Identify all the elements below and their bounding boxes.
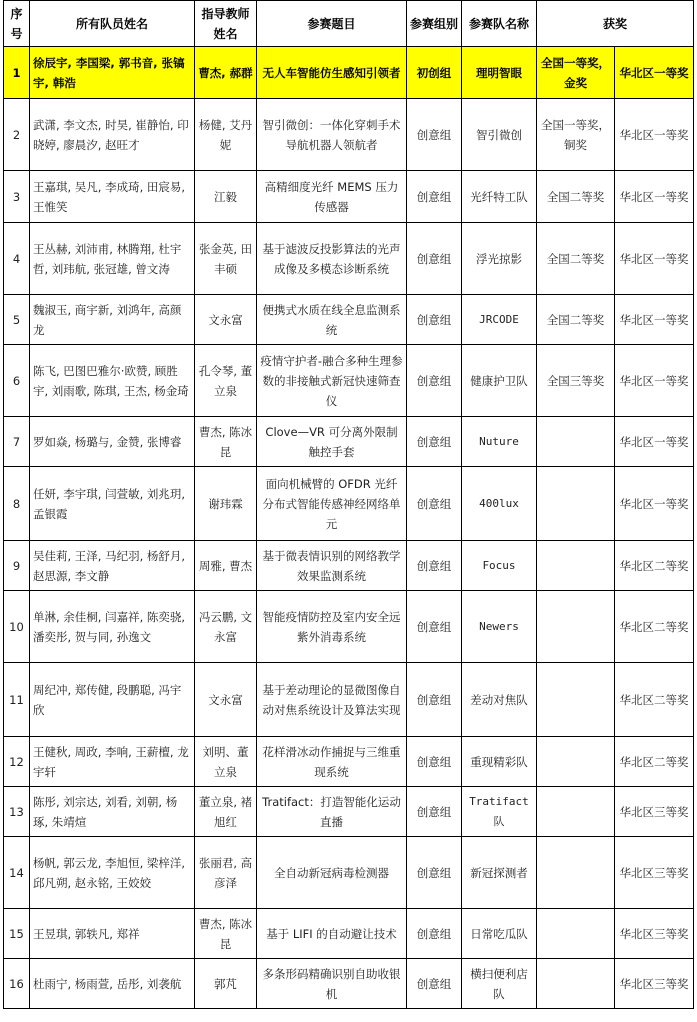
advisors-cell: 文永富 [195, 663, 257, 737]
row-number: 16 [4, 959, 30, 1009]
members-cell: 单淋, 余佳桐, 闫嘉祥, 陈奕骁, 潘奕彤, 贺与同, 孙逸文 [30, 591, 195, 663]
advisors-cell: 郭芃 [195, 959, 257, 1009]
row-number: 12 [4, 737, 30, 787]
group-cell: 创意组 [407, 663, 462, 737]
advisors-cell: 曹杰, 陈冰昆 [195, 417, 257, 467]
national-award-cell [537, 837, 615, 909]
advisors-cell: 张金英, 田丰硕 [195, 223, 257, 295]
header-advisors: 指导教师姓名 [195, 1, 257, 47]
national-award-cell [537, 467, 615, 541]
team-cell: 光纤特工队 [462, 171, 537, 223]
national-award-cell [537, 591, 615, 663]
advisors-cell: 周雅, 曹杰 [195, 541, 257, 591]
row-number: 9 [4, 541, 30, 591]
group-cell: 创意组 [407, 591, 462, 663]
table-row [4, 787, 694, 837]
members-cell: 王健秋, 周政, 李响, 王薪檀, 龙宇轩 [30, 737, 195, 787]
north-award-cell: 华北区一等奖 [615, 295, 694, 345]
members-cell: 王昱琪, 郭轶凡, 郑祥 [30, 909, 195, 959]
national-award-cell [537, 959, 615, 1009]
header-no: 序号 [4, 1, 30, 47]
north-award-cell: 华北区一等奖 [615, 99, 694, 171]
advisors-cell: 张丽君, 高彦泽 [195, 837, 257, 909]
header-team: 参赛队名称 [462, 1, 537, 47]
topic-cell: 无人车智能仿生感知引领者 [257, 47, 407, 99]
members-cell: 王丛赫, 刘沛甫, 林腾翔, 杜宇哲, 刘玮航, 张冠雄, 曾文涛 [30, 223, 195, 295]
table-row [4, 345, 694, 417]
national-award-cell [537, 417, 615, 467]
team-cell: 400lux [462, 467, 537, 541]
team-cell: 日常吃瓜队 [462, 909, 537, 959]
advisors-cell: 孔令琴, 董立泉 [195, 345, 257, 417]
group-cell: 创意组 [407, 541, 462, 591]
group-cell: 创意组 [407, 837, 462, 909]
national-award-cell: 全国二等奖 [537, 171, 615, 223]
group-cell: 创意组 [407, 223, 462, 295]
row-number: 14 [4, 837, 30, 909]
north-award-cell: 华北区一等奖 [615, 223, 694, 295]
row-number: 8 [4, 467, 30, 541]
table-row [4, 663, 694, 737]
north-award-cell: 华北区二等奖 [615, 737, 694, 787]
row-number: 2 [4, 99, 30, 171]
topic-cell: Clove—VR 可分离外限制触控手套 [257, 417, 407, 467]
national-award-cell: 全国一等奖，铜奖 [537, 99, 615, 171]
members-cell: 杜雨宁, 杨雨萱, 岳彤, 刘袭航 [30, 959, 195, 1009]
group-cell: 创意组 [407, 909, 462, 959]
members-cell: 魏淑玉, 商宇新, 刘鸿年, 高颜龙 [30, 295, 195, 345]
row-number: 7 [4, 417, 30, 467]
table-row [4, 467, 694, 541]
team-cell: 智引微创 [462, 99, 537, 171]
topic-cell: 全自动新冠病毒检测器 [257, 837, 407, 909]
group-cell: 创意组 [407, 295, 462, 345]
north-award-cell: 华北区一等奖 [615, 467, 694, 541]
row-number: 15 [4, 909, 30, 959]
advisors-cell: 江毅 [195, 171, 257, 223]
topic-cell: Tratifact：打造智能化运动直播 [257, 787, 407, 837]
members-cell: 徐辰宇, 李国梁, 郭书音, 张镐宇, 韩浩 [30, 47, 195, 99]
team-cell: 重现精彩队 [462, 737, 537, 787]
north-award-cell: 华北区三等奖 [615, 909, 694, 959]
group-cell: 创意组 [407, 787, 462, 837]
advisors-cell: 文永富 [195, 295, 257, 345]
group-cell: 创意组 [407, 171, 462, 223]
table-row [4, 47, 694, 99]
row-number: 11 [4, 663, 30, 737]
members-cell: 陈飞, 巴图巴雅尔·欧赞, 顾胜宇, 刘雨歌, 陈琪, 王杰, 杨金琦 [30, 345, 195, 417]
group-cell: 初创组 [407, 47, 462, 99]
row-number: 1 [4, 47, 30, 99]
table-row [4, 99, 694, 171]
awards-table [3, 0, 694, 1009]
north-award-cell: 华北区一等奖 [615, 171, 694, 223]
row-number: 4 [4, 223, 30, 295]
group-cell: 创意组 [407, 467, 462, 541]
row-number: 3 [4, 171, 30, 223]
row-number: 13 [4, 787, 30, 837]
team-cell: Newers [462, 591, 537, 663]
north-award-cell: 华北区一等奖 [615, 417, 694, 467]
north-award-cell: 华北区一等奖 [615, 47, 694, 99]
members-cell: 王嘉琪, 吴凡, 李成琦, 田宸易, 王惟笑 [30, 171, 195, 223]
members-cell: 陈彤, 刘宗达, 刘看, 刘朝, 杨琢, 朱靖煊 [30, 787, 195, 837]
advisors-cell: 刘明、董立泉 [195, 737, 257, 787]
table-row [4, 837, 694, 909]
table-row [4, 171, 694, 223]
topic-cell: 基于差动理论的显微图像自动对焦系统设计及算法实现 [257, 663, 407, 737]
north-award-cell: 华北区二等奖 [615, 663, 694, 737]
advisors-cell: 杨健, 艾丹妮 [195, 99, 257, 171]
national-award-cell [537, 541, 615, 591]
table-row [4, 541, 694, 591]
topic-cell: 智能疫情防控及室内安全远紫外消毒系统 [257, 591, 407, 663]
advisors-cell: 董立泉, 褚旭红 [195, 787, 257, 837]
topic-cell: 便携式水质在线全息监测系统 [257, 295, 407, 345]
members-cell: 杨帆, 郭云龙, 李旭恒, 梁梓洋, 邱凡朔, 赵永铭, 王姣姣 [30, 837, 195, 909]
team-cell: Nuture [462, 417, 537, 467]
table-row [4, 417, 694, 467]
table-row [4, 295, 694, 345]
table-row [4, 223, 694, 295]
header-group: 参赛组别 [407, 1, 462, 47]
national-award-cell [537, 909, 615, 959]
national-award-cell: 全国三等奖 [537, 345, 615, 417]
advisors-cell: 冯云鹏, 文永富 [195, 591, 257, 663]
row-number: 5 [4, 295, 30, 345]
topic-cell: 智引微创：一体化穿刺手术导航机器人领航者 [257, 99, 407, 171]
table-row [4, 959, 694, 1009]
team-cell: JRCODE [462, 295, 537, 345]
topic-cell: 花样滑冰动作捕捉与三维重现系统 [257, 737, 407, 787]
national-award-cell: 全国二等奖 [537, 223, 615, 295]
team-cell: 差动对焦队 [462, 663, 537, 737]
national-award-cell: 全国一等奖，金奖 [537, 47, 615, 99]
group-cell: 创意组 [407, 99, 462, 171]
national-award-cell [537, 787, 615, 837]
header-award: 获奖 [537, 1, 694, 47]
advisors-cell: 曹杰, 郝群 [195, 47, 257, 99]
row-number: 6 [4, 345, 30, 417]
group-cell: 创意组 [407, 345, 462, 417]
members-cell: 武潇, 李文杰, 时昊, 崔静怡, 印晓婷, 廖晨汐, 赵旺才 [30, 99, 195, 171]
group-cell: 创意组 [407, 417, 462, 467]
north-award-cell: 华北区三等奖 [615, 787, 694, 837]
advisors-cell: 曹杰, 陈冰昆 [195, 909, 257, 959]
north-award-cell: 华北区三等奖 [615, 837, 694, 909]
table-row [4, 737, 694, 787]
team-cell: 浮光掠影 [462, 223, 537, 295]
topic-cell: 基于微表情识别的网络教学效果监测系统 [257, 541, 407, 591]
north-award-cell: 华北区三等奖 [615, 959, 694, 1009]
members-cell: 吴佳莉, 王泽, 马纪羽, 杨舒月, 赵思源, 李文静 [30, 541, 195, 591]
advisors-cell: 谢玮霖 [195, 467, 257, 541]
team-cell: 理明智眼 [462, 47, 537, 99]
team-cell: 新冠探测者 [462, 837, 537, 909]
members-cell: 周纪冲, 郑传健, 段鹏聪, 冯宇欣 [30, 663, 195, 737]
national-award-cell [537, 737, 615, 787]
topic-cell: 面向机械臂的 OFDR 光纤分布式智能传感神经网络单元 [257, 467, 407, 541]
topic-cell: 多条形码精确识别自助收银机 [257, 959, 407, 1009]
team-cell: Focus [462, 541, 537, 591]
north-award-cell: 华北区二等奖 [615, 591, 694, 663]
team-cell: 横扫便利店队 [462, 959, 537, 1009]
topic-cell: 高精细度光纤 MEMS 压力传感器 [257, 171, 407, 223]
header-row [4, 1, 694, 47]
table-row [4, 909, 694, 959]
topic-cell: 基于 LIFI 的自动避让技术 [257, 909, 407, 959]
table-row [4, 591, 694, 663]
group-cell: 创意组 [407, 737, 462, 787]
topic-cell: 基于滤波反投影算法的光声成像及多模态诊断系统 [257, 223, 407, 295]
row-number: 10 [4, 591, 30, 663]
header-members: 所有队员姓名 [30, 1, 195, 47]
topic-cell: 疫情守护者-融合多种生理参数的非接触式新冠快速筛查仪 [257, 345, 407, 417]
team-cell: 健康护卫队 [462, 345, 537, 417]
members-cell: 任妍, 李宇琪, 闫萱敏, 刘兆玥, 孟银霞 [30, 467, 195, 541]
group-cell: 创意组 [407, 959, 462, 1009]
team-cell: Tratifact 队 [462, 787, 537, 837]
header-topic: 参赛题目 [257, 1, 407, 47]
national-award-cell [537, 663, 615, 737]
national-award-cell: 全国二等奖 [537, 295, 615, 345]
members-cell: 罗如焱, 杨璐与, 金赞, 张博睿 [30, 417, 195, 467]
north-award-cell: 华北区二等奖 [615, 541, 694, 591]
north-award-cell: 华北区一等奖 [615, 345, 694, 417]
